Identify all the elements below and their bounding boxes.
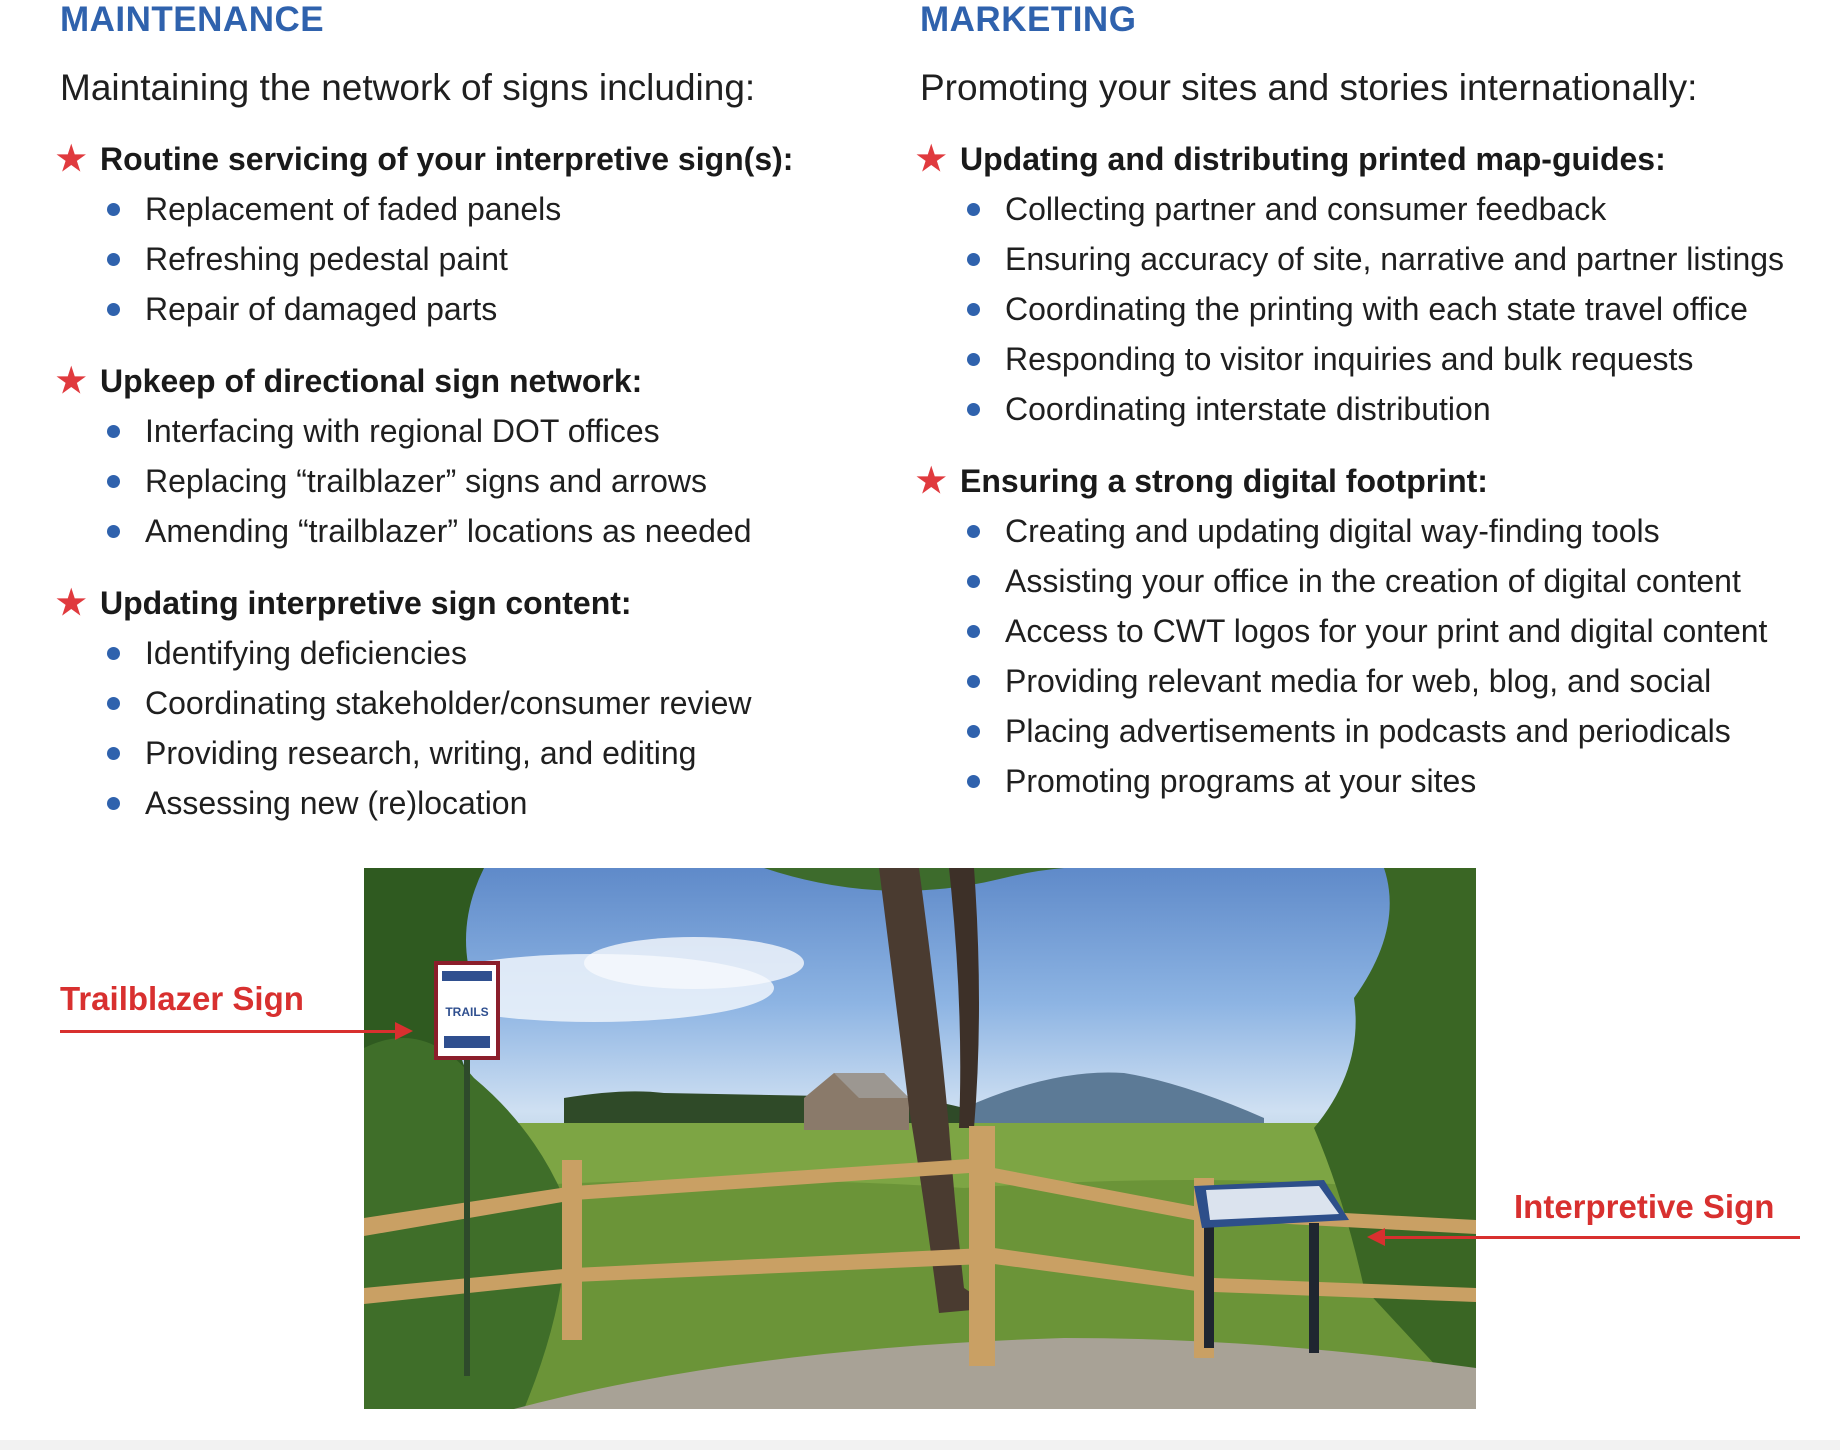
bullet-list xyxy=(920,184,1820,434)
marketing-section-digital xyxy=(916,456,1820,806)
interpretive-sign-label: Interpretive Sign xyxy=(1514,1188,1775,1225)
trailblazer-sign-text: TRAILS xyxy=(445,1005,489,1019)
maintenance-heading: MAINTENANCE xyxy=(60,0,325,39)
list-item-text: Providing relevant media for web, blog, and social xyxy=(1005,663,1712,699)
bullet-icon xyxy=(967,725,980,738)
list-item xyxy=(60,628,860,678)
section-title-text: Updating interpretive sign content: xyxy=(100,585,632,621)
section-title-text: Ensuring a strong digital footprint: xyxy=(960,463,1488,499)
list-item-text: Coordinating the printing with each state travel office xyxy=(1005,291,1748,327)
interpretive-sign-leg xyxy=(1309,1223,1319,1353)
trailblazer-sign-label: Trailblazer Sign xyxy=(60,980,304,1017)
list-item xyxy=(920,556,1820,606)
trailblazer-sign-band xyxy=(442,971,492,981)
bullet-icon xyxy=(107,303,120,316)
section-title-text: Routine servicing of your interpretive sign(s): xyxy=(100,141,794,177)
list-item-text: Responding to visitor inquiries and bulk requests xyxy=(1005,341,1694,377)
bullet-icon xyxy=(107,425,120,438)
list-item xyxy=(920,756,1820,806)
bullet-icon xyxy=(967,675,980,688)
list-item-text: Coordinating interstate distribution xyxy=(1005,391,1491,427)
bullet-icon xyxy=(107,203,120,216)
list-item-text: Placing advertisements in podcasts and periodicals xyxy=(1005,713,1731,749)
maintenance-section-servicing xyxy=(56,134,860,334)
list-item xyxy=(60,678,860,728)
list-item xyxy=(60,778,860,828)
bullet-icon xyxy=(967,403,980,416)
list-item xyxy=(920,506,1820,556)
bullet-list xyxy=(60,184,860,334)
star-icon: ★ xyxy=(916,140,947,178)
list-item xyxy=(920,184,1820,234)
list-item-text: Coordinating stakeholder/consumer review xyxy=(145,685,752,721)
list-item-text: Assessing new (re)location xyxy=(145,785,528,821)
list-item-text: Promoting programs at your sites xyxy=(1005,763,1477,799)
list-item-text: Assisting your office in the creation of digital content xyxy=(1005,563,1741,599)
list-item xyxy=(920,656,1820,706)
canopy xyxy=(764,868,1124,891)
bullet-icon xyxy=(107,647,120,660)
maintenance-section-directional xyxy=(56,356,860,556)
bullet-icon xyxy=(967,203,980,216)
bullet-icon xyxy=(107,797,120,810)
bullet-list xyxy=(920,506,1820,806)
cloud xyxy=(584,937,804,989)
trail-photo xyxy=(364,868,1476,1409)
list-item-text: Repair of damaged parts xyxy=(145,291,498,327)
list-item xyxy=(920,606,1820,656)
section-title xyxy=(916,456,1820,506)
list-item xyxy=(60,284,860,334)
maintenance-column xyxy=(56,0,860,828)
bullet-icon xyxy=(967,253,980,266)
bullet-icon xyxy=(967,625,980,638)
bullet-icon xyxy=(107,253,120,266)
trailblazer-sign-footer xyxy=(444,1036,490,1048)
list-item-text: Access to CWT logos for your print and digital content xyxy=(1005,613,1768,649)
list-item-text: Refreshing pedestal paint xyxy=(145,241,508,277)
list-item-text: Providing research, writing, and editing xyxy=(145,735,697,771)
star-icon: ★ xyxy=(56,140,87,178)
bullet-icon xyxy=(107,747,120,760)
trailblazer-callout-line xyxy=(60,1030,395,1033)
maintenance-section-content xyxy=(56,578,860,828)
bullet-icon xyxy=(107,697,120,710)
list-item-text: Identifying deficiencies xyxy=(145,635,467,671)
list-item-text: Replacing “trailblazer” signs and arrows xyxy=(145,463,708,499)
star-icon: ★ xyxy=(56,362,87,400)
bullet-icon xyxy=(107,475,120,488)
bullet-icon xyxy=(967,575,980,588)
list-item-text: Replacement of faded panels xyxy=(145,191,562,227)
list-item xyxy=(920,384,1820,434)
section-title xyxy=(56,134,860,184)
list-item xyxy=(60,406,860,456)
list-item xyxy=(920,284,1820,334)
trail-photo-illustration xyxy=(364,868,1476,1409)
bullet-icon xyxy=(967,775,980,788)
list-item-text: Interfacing with regional DOT offices xyxy=(145,413,660,449)
marketing-intro: Promoting your sites and stories internationally: xyxy=(920,67,1698,108)
list-item xyxy=(60,728,860,778)
list-item xyxy=(60,184,860,234)
tree-trunk-2 xyxy=(949,868,979,1128)
section-title xyxy=(56,578,860,628)
section-title xyxy=(56,356,860,406)
marketing-column xyxy=(916,0,1820,806)
bullet-icon xyxy=(107,525,120,538)
section-title-text: Updating and distributing printed map-guides: xyxy=(960,141,1666,177)
sign-pole xyxy=(464,1046,470,1376)
bullet-list xyxy=(60,628,860,828)
list-item xyxy=(920,234,1820,284)
marketing-section-map-guides xyxy=(916,134,1820,434)
bullet-icon xyxy=(967,353,980,366)
mountain xyxy=(964,1072,1264,1128)
interpretive-callout-line xyxy=(1385,1236,1800,1239)
list-item-text: Creating and updating digital way-finding tools xyxy=(1005,513,1660,549)
list-item xyxy=(920,334,1820,384)
list-item-text: Ensuring accuracy of site, narrative and partner listings xyxy=(1005,241,1785,277)
marketing-heading: MARKETING xyxy=(920,0,1137,39)
section-title-text: Upkeep of directional sign network: xyxy=(100,363,643,399)
star-icon: ★ xyxy=(916,462,947,500)
arrow-right-icon xyxy=(395,1022,413,1040)
footer-bar xyxy=(0,1440,1840,1450)
list-item xyxy=(60,234,860,284)
interpretive-sign-face xyxy=(1206,1186,1339,1220)
list-item xyxy=(920,706,1820,756)
star-icon: ★ xyxy=(56,584,87,622)
list-item xyxy=(60,506,860,556)
arrow-left-icon xyxy=(1367,1228,1385,1246)
list-item-text: Collecting partner and consumer feedback xyxy=(1005,191,1607,227)
section-title xyxy=(916,134,1820,184)
bullet-icon xyxy=(967,303,980,316)
bullet-icon xyxy=(967,525,980,538)
list-item xyxy=(60,456,860,506)
list-item-text: Amending “trailblazer” locations as needed xyxy=(145,513,752,549)
maintenance-intro: Maintaining the network of signs including: xyxy=(60,67,756,108)
interpretive-sign-leg xyxy=(1204,1218,1214,1348)
bullet-list xyxy=(60,406,860,556)
